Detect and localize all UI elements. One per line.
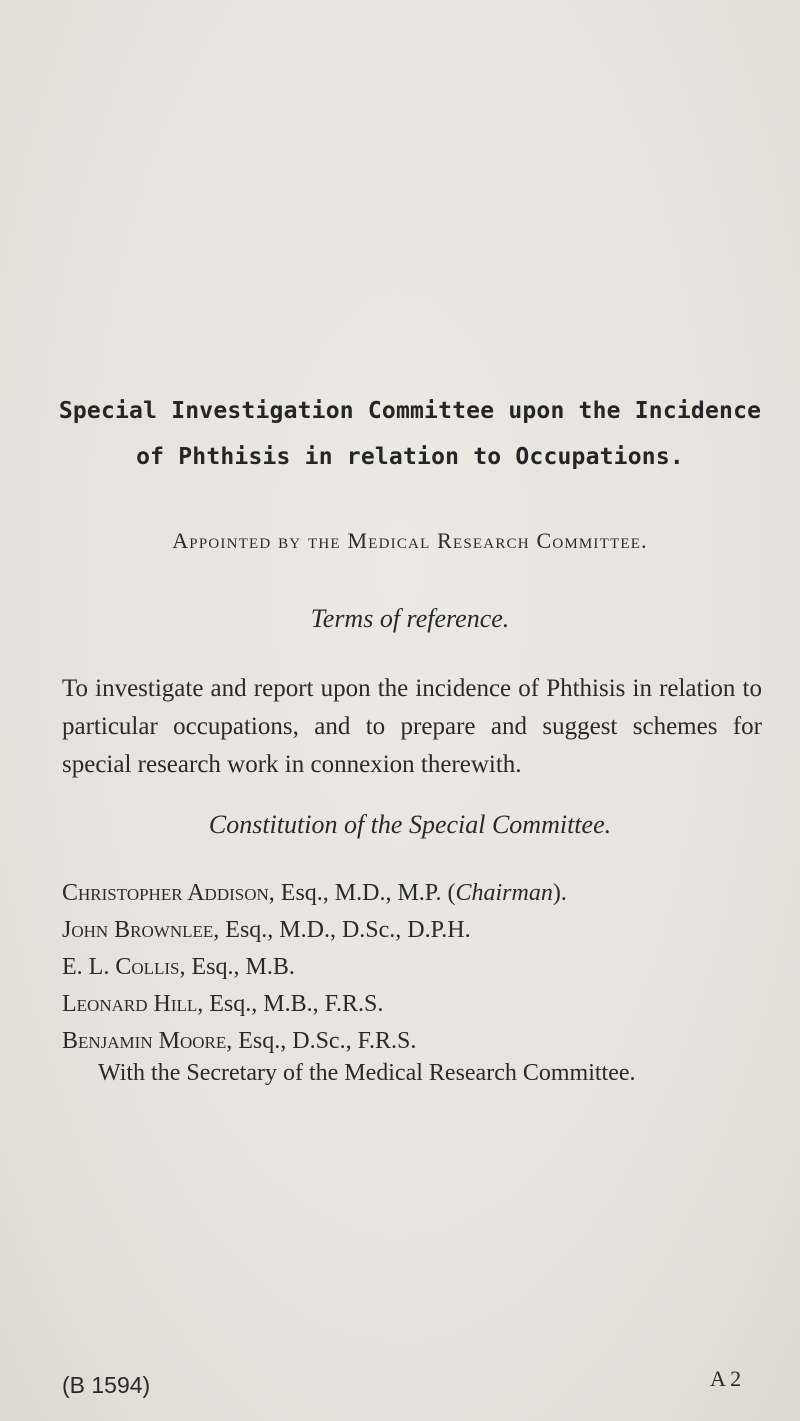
member-name: John Brownlee (62, 917, 214, 943)
member-name: Benjamin Moore (62, 1028, 227, 1054)
member-item (62, 949, 782, 986)
member-qualifications: , Esq., M.B. (179, 954, 295, 980)
title-line-1: Special Investigation Committee upon the Incidence (58, 398, 762, 424)
member-item (62, 1023, 782, 1060)
member-qualifications: , Esq., M.D., D.Sc., D.P.H. (213, 917, 471, 943)
appointed-by-line: Appointed by the Medical Research Committee. (172, 528, 648, 553)
terms-of-reference-heading: Terms of reference. (310, 604, 510, 633)
member-item (62, 912, 782, 949)
title-line-2: of Phthisis in relation to Occupations. (136, 444, 684, 470)
member-end: ). (552, 880, 567, 906)
member-name: Christopher Addison (62, 880, 269, 906)
signature-mark: A 2 (710, 1366, 742, 1391)
member-list (62, 875, 782, 1060)
member-qualifications: , Esq., D.Sc., F.R.S. (226, 1028, 417, 1054)
member-item (62, 986, 782, 1023)
member-name: E. L. Collis (62, 954, 180, 980)
constitution-heading: Constitution of the Special Committee. (208, 810, 612, 839)
print-reference: (B 1594) (62, 1372, 151, 1398)
member-name: Leonard Hill (62, 991, 198, 1017)
member-qualifications: , Esq., M.D., M.P. ( (268, 880, 456, 906)
secretary-line: With the Secretary of the Medical Research Committee. (98, 1060, 636, 1086)
member-role: Chairman (455, 880, 553, 906)
terms-of-reference-text: To investigate and report upon the incidence of Phthisis in relation to particular occupations, and to prepare and suggest schemes for special research work in connexion therewith. (62, 675, 762, 778)
member-item (62, 875, 782, 912)
member-qualifications: , Esq., M.B., F.R.S. (197, 991, 384, 1017)
